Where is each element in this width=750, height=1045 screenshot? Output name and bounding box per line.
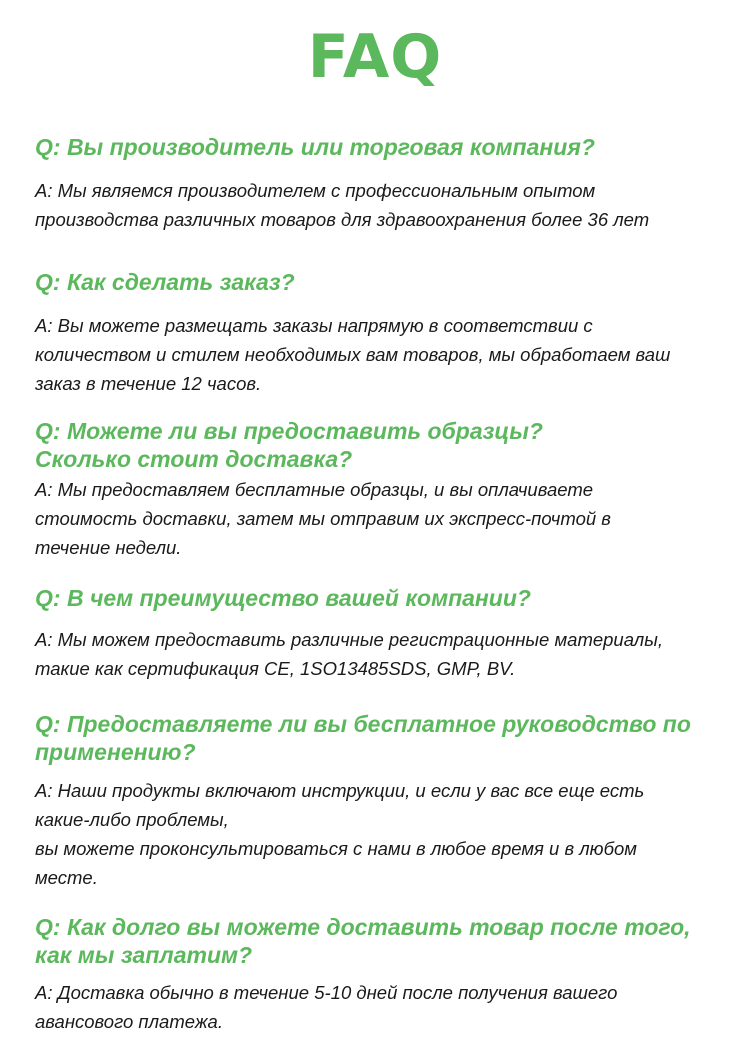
answer-line: A: Мы предоставляем бесплатные образцы, и вы оплачиваете xyxy=(35,479,594,500)
answer-line: заказ в течение 12 часов. xyxy=(35,373,262,394)
answer-line: A: Наши продукты включают инструкции, и если у вас все еще есть xyxy=(35,780,645,801)
question-line: Q: Как долго вы можете доставить товар после того, xyxy=(35,914,691,940)
faq-answer xyxy=(35,311,740,398)
question-line: Q: Предоставляете ли вы бесплатное руководство по xyxy=(35,711,691,737)
faq-question xyxy=(35,584,735,612)
faq-answer xyxy=(35,978,740,1036)
faq-answer xyxy=(35,625,740,683)
answer-line: A: Вы можете размещать заказы напрямую в соответствии с xyxy=(35,315,593,336)
faq-answer xyxy=(35,176,740,234)
answer-line: течение недели. xyxy=(35,537,182,558)
answer-line: стоимость доставки, затем мы отправим их экспресс-почтой в xyxy=(35,508,611,529)
answer-line: A: Мы являемся производителем с профессиональным опытом xyxy=(35,180,596,201)
faq-question xyxy=(35,268,735,296)
answer-line: количеством и стилем необходимых вам товаров, мы обработаем ваш xyxy=(35,344,671,365)
answer-line: такие как сертификация CE, 1SO13485SDS, GMP, BV. xyxy=(35,658,516,679)
answer-line: какие-либо проблемы, xyxy=(35,809,229,830)
question-line: как мы заплатим? xyxy=(35,942,253,968)
page-title: FAQ xyxy=(307,22,443,92)
faq-question xyxy=(35,133,735,161)
question-line: Q: Можете ли вы предоставить образцы? xyxy=(35,418,543,444)
answer-line: месте. xyxy=(35,867,98,888)
answer-line: вы можете проконсультироваться с нами в любое время и в любом xyxy=(35,838,637,859)
question-line: применению? xyxy=(35,739,196,765)
question-line: Сколько стоит доставка? xyxy=(35,446,353,472)
answer-line: A: Мы можем предоставить различные регистрационные материалы, xyxy=(35,629,663,650)
faq-answer xyxy=(35,776,740,892)
faq-question xyxy=(35,417,735,473)
answer-line: авансового платежа. xyxy=(35,1011,223,1032)
faq-question xyxy=(35,710,735,766)
question-line: Q: Вы производитель или торговая компания? xyxy=(35,134,595,160)
question-line: Q: Как сделать заказ? xyxy=(35,269,295,295)
faq-answer xyxy=(35,475,740,562)
answer-line: производства различных товаров для здравоохранения более 36 лет xyxy=(35,209,650,230)
answer-line: A: Доставка обычно в течение 5-10 дней после получения вашего xyxy=(35,982,618,1003)
question-line: Q: В чем преимущество вашей компании? xyxy=(35,585,531,611)
faq-question xyxy=(35,913,735,969)
